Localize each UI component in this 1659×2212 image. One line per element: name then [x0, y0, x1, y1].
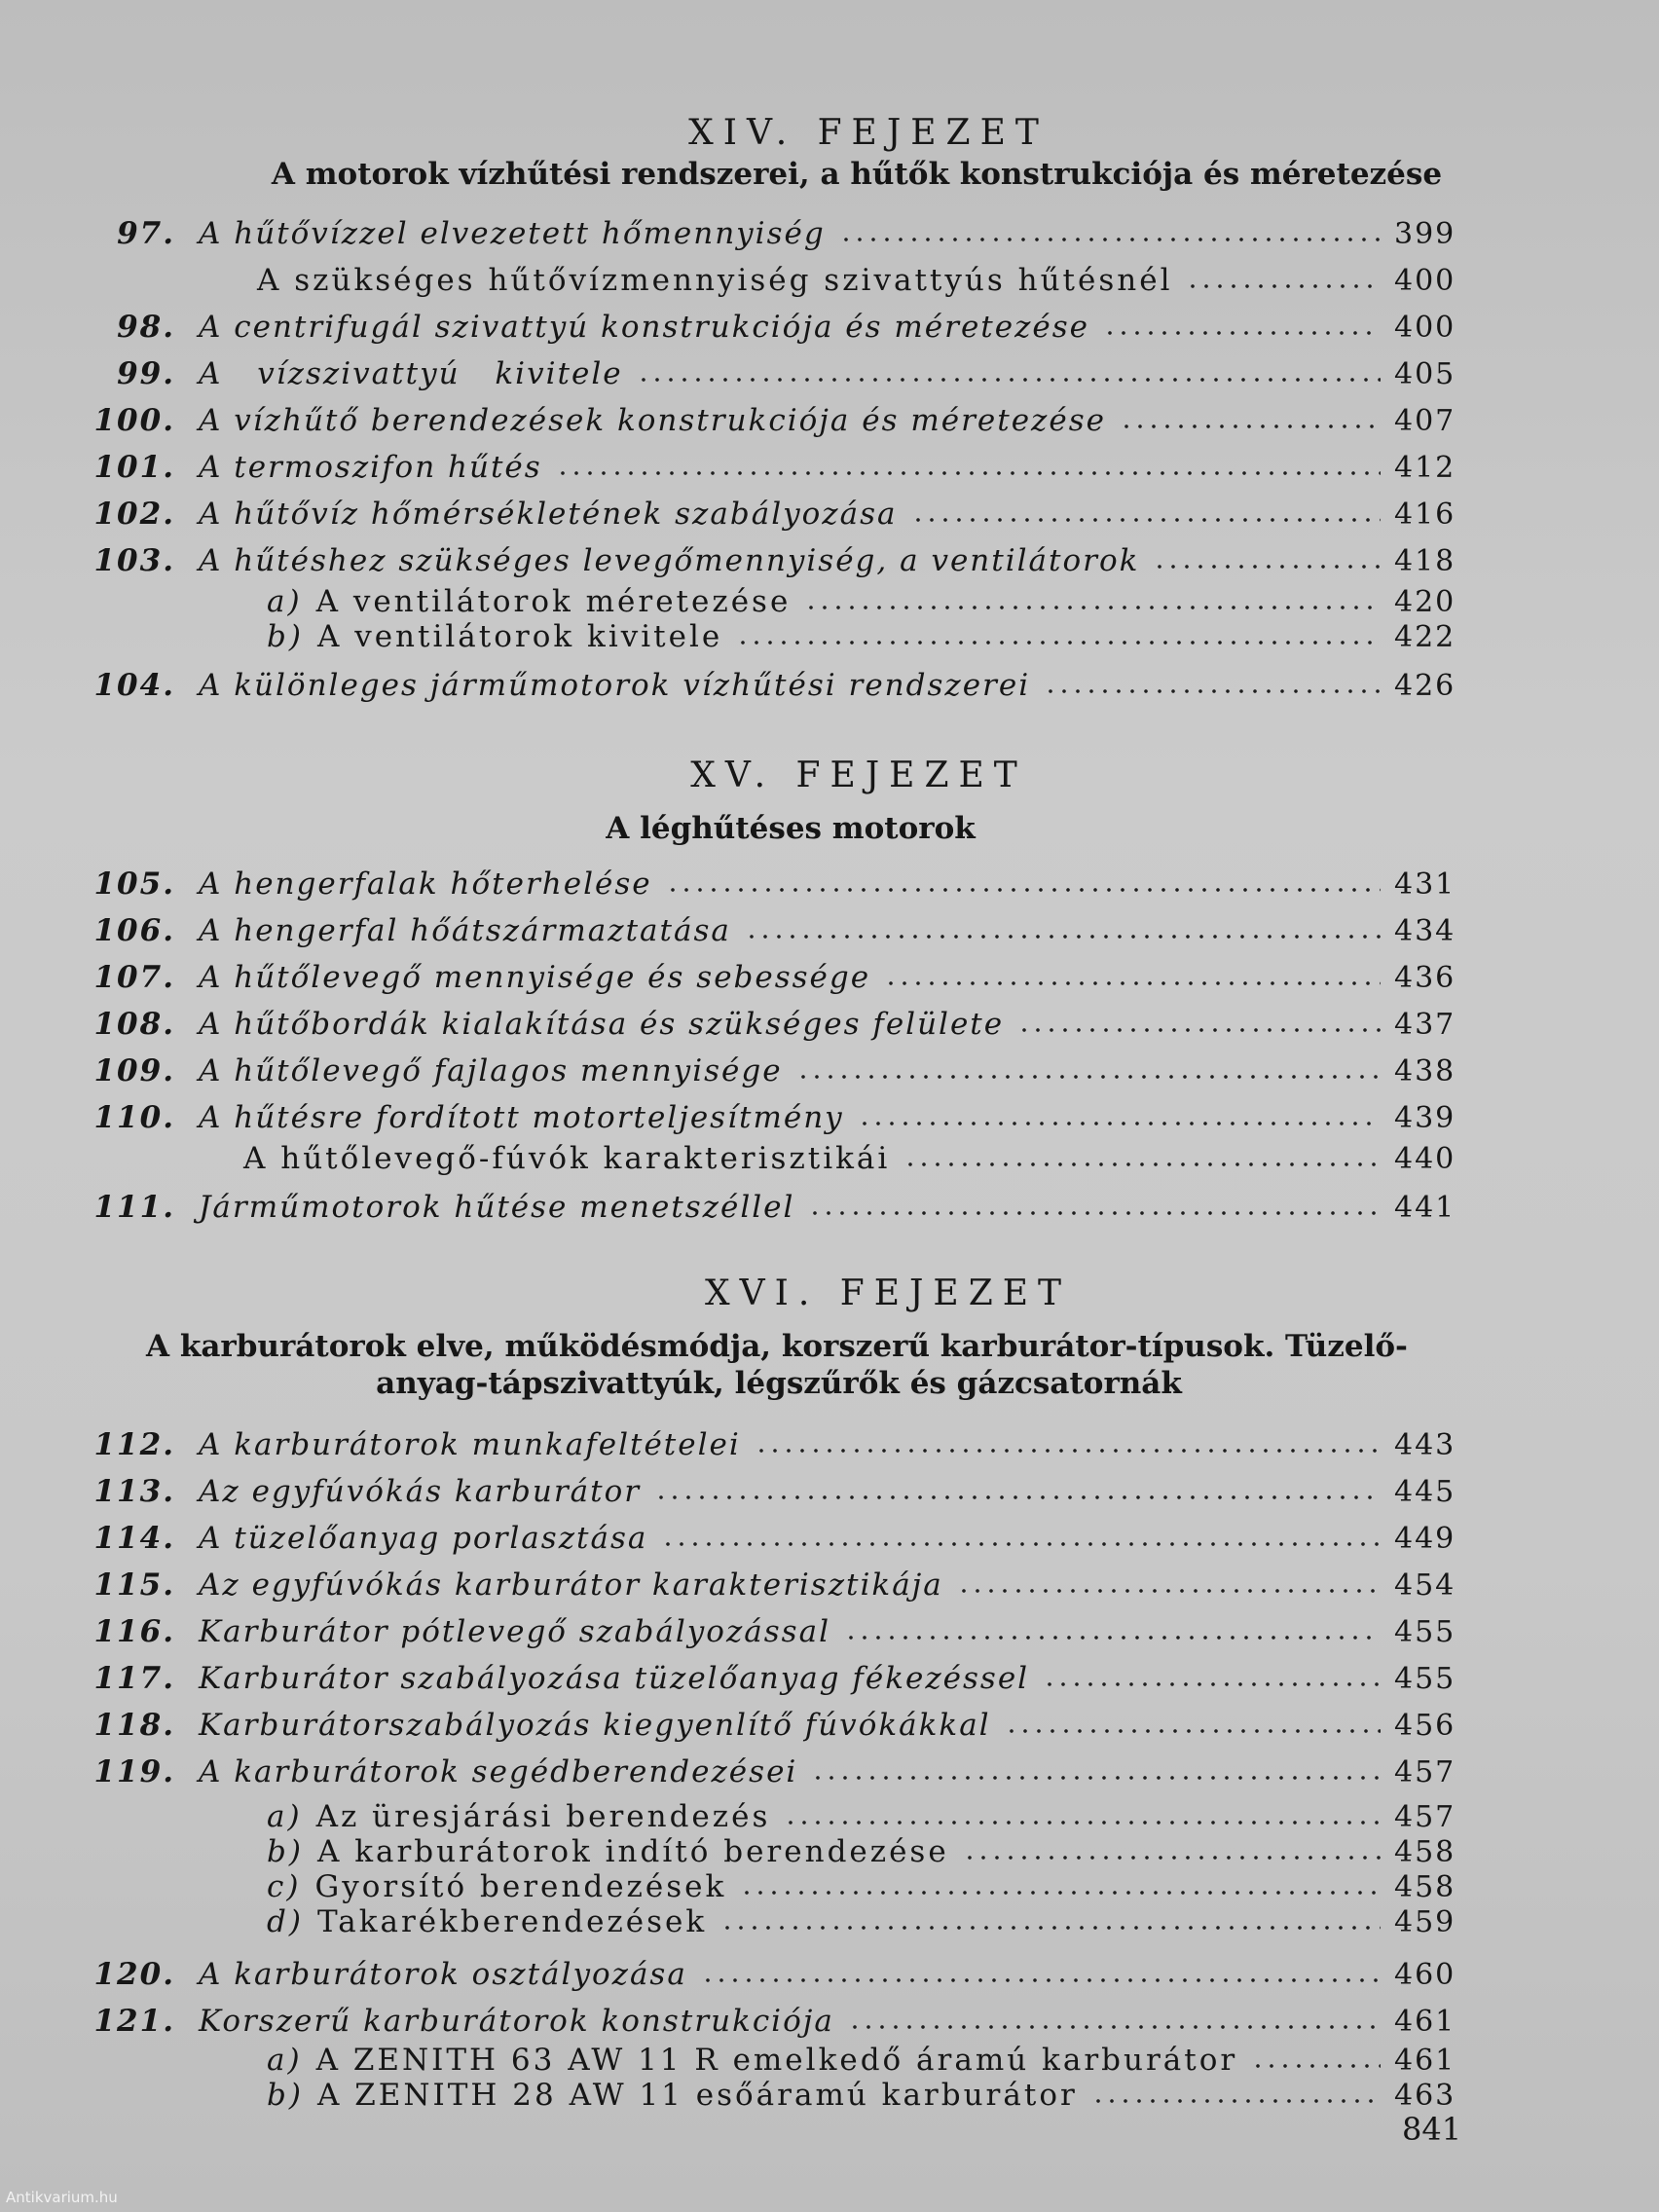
entry-page: 436	[1394, 961, 1456, 995]
toc-entry	[90, 1521, 1456, 1556]
entry-page: 438	[1394, 1054, 1456, 1088]
leader-dots	[556, 471, 1381, 475]
toc-entry	[90, 1474, 1456, 1509]
leader-dots	[796, 1075, 1381, 1079]
entry-number: 107.	[93, 960, 175, 995]
entry-label: a)	[267, 2043, 303, 2078]
entry-page: 426	[1394, 669, 1456, 703]
entry-page: 456	[1394, 1709, 1456, 1743]
leader-dots	[811, 1776, 1381, 1780]
toc-entry	[90, 1007, 1456, 1042]
toc-entry	[90, 1661, 1456, 1696]
entry-label: c)	[267, 1869, 302, 1904]
toc-entry	[90, 1141, 1456, 1176]
entry-title: A termoszifon hűtés	[199, 450, 542, 485]
entry-title: A vízszivattyú kivitele	[199, 356, 623, 391]
entry-page: 407	[1394, 404, 1456, 438]
entry-number: 104.	[93, 668, 175, 703]
leader-dots	[808, 1211, 1381, 1215]
entry-title: A hűtővíz hőmérsékletének szabályozása	[199, 497, 898, 532]
entry-label: b)	[267, 2078, 304, 2113]
toc-entry	[90, 866, 1456, 902]
leader-dots	[720, 1926, 1381, 1930]
entry-number: 115.	[93, 1567, 175, 1603]
entry-page: 455	[1394, 1615, 1456, 1649]
entry-title: A karburátorok segédberendezései	[199, 1754, 798, 1789]
entry-page: 455	[1394, 1662, 1456, 1696]
entry-number: 109.	[93, 1053, 175, 1088]
entry-number: 117.	[93, 1661, 175, 1696]
leader-dots	[957, 1589, 1381, 1593]
leader-dots	[884, 981, 1381, 985]
entry-page: 460	[1394, 1958, 1456, 1992]
entry-title: a) Az üresjárási berendezés	[267, 1799, 771, 1834]
leader-dots	[654, 1495, 1381, 1499]
entry-title: a) A ventilátorok méretezése	[267, 584, 792, 619]
leader-dots	[755, 1449, 1381, 1453]
leader-dots	[903, 1162, 1381, 1166]
entry-page: 454	[1394, 1568, 1456, 1603]
entry-title: Járműmotorok hűtése menetszéllel	[199, 1190, 795, 1225]
leader-dots	[1153, 565, 1381, 569]
entry-number: 98.	[117, 310, 175, 345]
leader-dots	[839, 238, 1381, 241]
entry-page: 457	[1394, 1800, 1456, 1834]
entry-page: 431	[1394, 867, 1456, 902]
entry-number: 108.	[93, 1007, 175, 1042]
toc-entry	[90, 1100, 1456, 1135]
entry-number: 106.	[93, 913, 175, 948]
leader-dots	[1044, 689, 1381, 693]
toc-entry	[90, 450, 1456, 485]
entry-page: 461	[1394, 2005, 1456, 2039]
entry-title: Korszerű karburátorok konstrukciója	[199, 2004, 834, 2039]
toc-entry	[90, 1567, 1456, 1603]
entry-number: 105.	[93, 866, 175, 902]
entry-page: 463	[1394, 2079, 1456, 2113]
entry-title: A hűtővízzel elvezetett hőmennyiség	[199, 216, 826, 251]
entry-page: 412	[1394, 451, 1456, 485]
chapter-title: A léghűtéses motorok	[606, 811, 976, 846]
leader-dots	[1186, 284, 1381, 288]
leader-dots	[784, 1821, 1381, 1825]
entry-number: 116.	[93, 1614, 175, 1649]
entry-label: a)	[267, 584, 303, 619]
leader-dots	[1120, 424, 1381, 428]
entry-page: 437	[1394, 1008, 1456, 1042]
leader-dots	[1017, 1028, 1381, 1032]
entry-title: b) A karburátorok indító berendezése	[267, 1834, 949, 1869]
entry-page: 416	[1394, 498, 1456, 532]
entry-title: Karburátor pótlevegő szabályozással	[199, 1614, 830, 1649]
toc-subentry	[90, 1834, 1456, 1869]
entry-page: 405	[1394, 357, 1456, 391]
entry-number: 103.	[93, 543, 175, 578]
entry-title: d) Takarékberendezések	[267, 1904, 708, 1939]
toc-entry	[90, 310, 1456, 345]
leader-dots	[1005, 1729, 1381, 1733]
chapter-heading: XIV. FEJEZET	[688, 113, 1049, 153]
entry-page: 400	[1394, 264, 1456, 298]
toc-entry	[90, 497, 1456, 532]
toc-subentry	[90, 1904, 1456, 1939]
leader-dots	[637, 378, 1381, 382]
toc-subentry	[90, 619, 1456, 654]
toc-subentry	[90, 2043, 1456, 2078]
entry-number: 110.	[93, 1100, 175, 1135]
entry-title: c) Gyorsító berendezések	[267, 1869, 727, 1904]
entry-page: 459	[1394, 1905, 1456, 1939]
entry-title: Az egyfúvókás karburátor	[199, 1474, 642, 1509]
entry-page: 434	[1394, 914, 1456, 948]
entry-title: Karburátorszabályozás kiegyenlítő fúvókákkal	[199, 1708, 991, 1743]
toc-subentry	[90, 584, 1456, 619]
toc-entry	[90, 1708, 1456, 1743]
entry-page: 443	[1394, 1428, 1456, 1462]
leader-dots	[666, 888, 1381, 892]
entry-title: A hűtőlevegő-fúvók karakterisztikái	[243, 1141, 891, 1176]
leader-dots	[848, 2025, 1381, 2029]
entry-number: 113.	[93, 1474, 175, 1509]
entry-title: A tüzelőanyag porlasztása	[199, 1521, 648, 1556]
leader-dots	[911, 518, 1382, 522]
watermark: Antikvarium.hu	[6, 2189, 118, 2206]
entry-title: A vízhűtő berendezések konstrukciója és méretezése	[199, 403, 1106, 438]
toc-entry	[90, 668, 1456, 703]
entry-number: 119.	[93, 1754, 175, 1789]
toc-entry	[90, 263, 1456, 298]
chapter-heading: XVI. FEJEZET	[704, 1273, 1071, 1313]
entry-page: 440	[1394, 1142, 1456, 1176]
toc-entry	[90, 960, 1456, 995]
entry-title: A szükséges hűtővízmennyiség szivattyús hűtésnél	[257, 263, 1173, 298]
toc-entry	[90, 1614, 1456, 1649]
leader-dots	[1091, 2099, 1381, 2103]
entry-title: A hűtésre fordított motorteljesítmény	[199, 1100, 844, 1135]
entry-label: a)	[267, 1799, 303, 1834]
entry-number: 100.	[93, 403, 175, 438]
leader-dots	[1251, 2064, 1381, 2068]
toc-entry	[90, 1957, 1456, 1992]
entry-number: 97.	[117, 216, 175, 251]
entry-label: b)	[267, 1834, 304, 1869]
entry-title: A különleges járműmotorok vízhűtési rendszerei	[199, 668, 1031, 703]
chapter-title: A motorok vízhűtési rendszerei, a hűtők konstrukciója és méretezése	[271, 157, 1443, 192]
entry-title: A hűtéshez szükséges levegőmennyiség, a ventilátorok	[199, 543, 1140, 578]
leader-dots	[963, 1856, 1381, 1860]
entry-number: 121.	[93, 2004, 175, 2039]
toc-entry	[90, 1053, 1456, 1088]
entry-title: A centrifugál szivattyú konstrukciója és méretezése	[199, 310, 1090, 345]
entry-page: 458	[1394, 1835, 1456, 1869]
entry-page: 449	[1394, 1522, 1456, 1556]
entry-label: d)	[267, 1904, 304, 1939]
entry-page: 399	[1394, 217, 1456, 251]
entry-page: 441	[1394, 1191, 1456, 1225]
entry-label: b)	[267, 619, 304, 654]
entry-number: 112.	[93, 1427, 175, 1462]
entry-title: A hűtőlevegő mennyisége és sebessége	[199, 960, 871, 995]
chapter-title-line1: A karburátorok elve, működésmódja, korszerű karburátor-típusok. Tüzelő-	[146, 1329, 1408, 1364]
leader-dots	[1043, 1682, 1381, 1686]
entry-title: a) A ZENITH 63 AW 11 R emelkedő áramú karburátor	[267, 2043, 1238, 2078]
entry-page: 457	[1394, 1755, 1456, 1789]
entry-title: A hengerfalak hőterhelése	[199, 866, 652, 902]
leader-dots	[745, 935, 1381, 939]
entry-number: 99.	[117, 356, 175, 391]
leader-dots	[736, 641, 1381, 645]
toc-entry	[90, 216, 1456, 251]
entry-number: 102.	[93, 497, 175, 532]
leader-dots	[1103, 331, 1381, 335]
entry-title: Az egyfúvókás karburátor karakterisztikája	[199, 1567, 943, 1603]
leader-dots	[858, 1122, 1381, 1125]
page-number: 841	[1402, 2111, 1462, 2148]
entry-page: 420	[1394, 585, 1456, 619]
toc-entry	[90, 356, 1456, 391]
toc-entry	[90, 1190, 1456, 1225]
entry-title: b) A ZENITH 28 AW 11 esőáramú karburátor	[267, 2078, 1078, 2113]
entry-number: 118.	[93, 1708, 175, 1743]
toc-entry	[90, 1427, 1456, 1462]
entry-title: A karburátorok osztályozása	[199, 1957, 687, 1992]
entry-title: A hűtőlevegő fajlagos mennyisége	[199, 1053, 783, 1088]
entry-page: 422	[1394, 620, 1456, 654]
entry-page: 400	[1394, 311, 1456, 345]
chapter-heading: XV. FEJEZET	[690, 756, 1027, 795]
entry-title: b) A ventilátorok kivitele	[267, 619, 723, 654]
leader-dots	[844, 1636, 1381, 1640]
entry-title: Karburátor szabályozása tüzelőanyag fékezéssel	[199, 1661, 1030, 1696]
toc-entry	[90, 1754, 1456, 1789]
entry-title: A hengerfal hőátszármaztatása	[199, 913, 731, 948]
leader-dots	[804, 606, 1381, 609]
entry-page: 458	[1394, 1870, 1456, 1904]
leader-dots	[740, 1891, 1381, 1895]
toc-entry	[90, 543, 1456, 578]
toc-entry	[90, 403, 1456, 438]
entry-number: 120.	[93, 1957, 175, 1992]
leader-dots	[661, 1542, 1381, 1546]
entry-number: 101.	[93, 450, 175, 485]
chapter-title-line2: anyag-tápszivattyúk, légszűrők és gázcsatornák	[376, 1366, 1182, 1401]
toc-subentry	[90, 1869, 1456, 1904]
entry-title: A karburátorok munkafeltételei	[199, 1427, 741, 1462]
entry-number: 111.	[93, 1190, 175, 1225]
entry-page: 445	[1394, 1475, 1456, 1509]
toc-entry	[90, 2004, 1456, 2039]
leader-dots	[701, 1978, 1381, 1982]
toc-entry	[90, 913, 1456, 948]
entry-page: 439	[1394, 1101, 1456, 1135]
entry-number: 114.	[93, 1521, 175, 1556]
entry-page: 461	[1394, 2044, 1456, 2078]
toc-subentry	[90, 2078, 1456, 2113]
toc-subentry	[90, 1799, 1456, 1834]
entry-page: 418	[1394, 544, 1456, 578]
entry-title: A hűtőbordák kialakítása és szükséges felülete	[199, 1007, 1005, 1042]
